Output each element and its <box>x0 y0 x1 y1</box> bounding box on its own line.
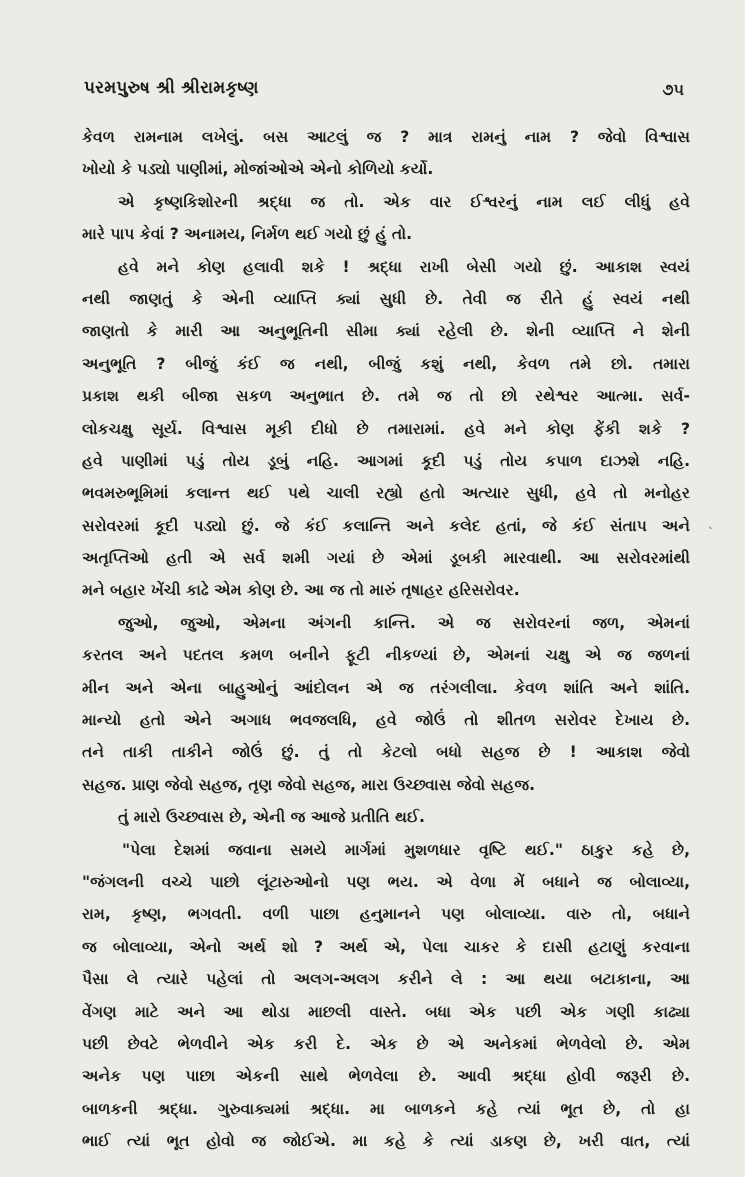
text-line: મારે પાપ કેવાં ? અનામય, નિર્મળ થઈ ગયો છું હું તો. <box>82 225 413 244</box>
body-text <box>82 121 690 1158</box>
text-line: એ કૃષ્ણકિશોરની શ્રદ્ધા જ તો. એક વાર ઈશ્વરનું નામ લઈ લીધું હવે <box>118 192 690 211</box>
text-line: બાળકની શ્રદ્ધા. ગુરુવાક્યમાં શ્રદ્ધા. મા બાળકને કહે ત્યાં ભૂત છે, તો હા <box>82 1099 690 1118</box>
text-line: મીન અને એના બાહુઓનું આંદોલન એ જ તરંગલીલા. કેવળ શાંતિ અને શાંતિ. <box>82 678 690 697</box>
text-line: તને તાકી તાકીને જોઉં છું. તું તો કેટલો બધો સહજ છે ! આકાશ જેવો <box>82 743 690 762</box>
paragraph <box>82 186 690 251</box>
text-line: પ્રકાશ થકી બીજા સકળ અનુભાત છે. તમે જ તો છો રથેશ્વર આત્મા. સર્વ- <box>82 387 690 406</box>
margin-mark: ˎ <box>708 515 714 529</box>
text-line: હવે પાણીમાં પડું તોય ડૂબું નહિ. આગમાં કૂદી પડું તોય કપાળ દાઝશે નહિ. <box>82 451 690 470</box>
running-title: પરમપુરુષ શ્રી શ્રીરામકૃષ્ણ <box>84 78 259 98</box>
text-line: કેવળ રામનામ લખેલું. બસ આટલું જ ? માત્ર રામનું નામ ? જેવો વિશ્વાસ <box>82 128 690 146</box>
text-line: પછી છેવટે ભેળવીને એક કરી દે. એક છે એ અનેકમાં ભેળવેલો છે. એમ <box>82 1034 690 1053</box>
paragraph <box>82 801 690 833</box>
text-line: પૈસા લે ત્યારે પહેલાં તો અલગ-અલગ કરીને લે : આ થયા બટાકાના, આ <box>82 970 690 989</box>
text-line: નથી જાણતું કે એની વ્યાપ્તિ ક્યાં સુધી છે. તેવી જ રીતે હું સ્વયં નથી <box>82 289 690 308</box>
paragraph <box>82 251 690 607</box>
paragraph <box>82 607 690 801</box>
text-line: જાણતો કે મારી આ અનુભૂતિની સીમા ક્યાં રહેલી છે. શેની વ્યાપ્તિ ને શેની <box>82 322 690 341</box>
text-line: તું મારો ઉચ્છ્વાસ છે, એની જ આજે પ્રતીતિ થઈ. <box>118 808 425 827</box>
running-head <box>84 78 684 108</box>
text-line: ભાઈ ત્યાં ભૂત હોવો જ જોઈએ. મા કહે કે ત્યાં ડાકણ છે, ખરી વાત, ત્યાં <box>82 1132 690 1151</box>
text-line: મને બહાર ખેંચી કાઢે એમ કોણ છે. આ જ તો મારું તૃષાહર હરિસરોવર. <box>82 581 520 600</box>
text-line: અનેક પણ પાછા એકની સાથે ભેળવેલા છે. આવી શ્રદ્ધા હોવી જરૂરી છે. <box>82 1067 690 1086</box>
text-line: "પેલા દેશમાં જવાના સમયે માર્ગમાં મુશળધાર વૃષ્ટિ થઈ." ઠાકુર કહે છે, <box>122 840 690 859</box>
text-line: વેંગણ માટે અને આ થોડા માછલી વાસ્તે. બધા એક પછી એક ગણી કાઢ્યા <box>82 1002 690 1021</box>
text-line: લોકચક્ષુ સૂર્ય. વિશ્વાસ મૂકી દીધો છે તમારામાં. હવે મને કોણ ફેંકી શકે ? <box>82 419 690 438</box>
text-line: સરોવરમાં કૂદી પડ્યો છું. જે કંઈ કલાન્તિ અને કલેદ હતાં, જે કંઈ સંતાપ અને <box>82 516 690 535</box>
paragraph <box>82 121 690 186</box>
text-line: જુઓ, જુઓ, એમના અંગની કાન્તિ. એ જ સરોવરનાં જળ, એમનાં <box>118 613 690 632</box>
text-line: ભવમરુભૂમિમાં કલાન્ત થઈ પથે ચાલી રહ્યો હતો અત્યાર સુધી, હવે તો મનોહર <box>82 484 690 503</box>
text-line: હવે મને કોણ હલાવી શકે ! શ્રદ્ધા રાખી બેસી ગયો છું. આકાશ સ્વયં <box>118 257 690 276</box>
text-line: અનુભૂતિ ? બીજું કંઈ જ નથી, બીજું કશું નથી, કેવળ તમે છો. તમારા <box>82 354 690 373</box>
paragraph <box>82 834 690 1158</box>
text-line: અતૃપ્તિઓ હતી એ સર્વ શમી ગયાં છે એમાં ડૂબકી મારવાથી. આ સરોવરમાંથી <box>82 549 690 568</box>
text-line: જ બોલાવ્યા, એનો અર્થ શો ? અર્થ એ, પેલા ચાકર કે દાસી હટાણું કરવાના <box>82 937 690 956</box>
text-line: માન્યો હતો એને અગાધ ભવજલધિ, હવે જોઉં તો શીતળ સરોવર દેખાય છે. <box>82 711 690 730</box>
text-line: "જંગલની વચ્ચે પાછો લૂંટારુઓનો પણ ભય. એ વેળા મેં બધાને જ બોલાવ્યા, <box>82 872 690 891</box>
text-line: ખોયો કે પડ્યો પાણીમાં, મોજાંઓએ એનો કોળિયો કર્યો. <box>82 160 434 179</box>
text-line: કરતલ અને પદતલ કમળ બનીને ફૂટી નીકળ્યાં છે, એમનાં ચક્ષુ એ જ જળનાં <box>82 646 690 665</box>
text-line: રામ, કૃષ્ણ, ભગવતી. વળી પાછા હનુમાનને પણ બોલાવ્યા. વારુ તો, બધાને <box>82 905 690 924</box>
page-number: ૭૫ <box>662 80 684 99</box>
text-line: સહજ. પ્રાણ જેવો સહજ, તૃણ જેવો સહજ, મારા ઉચ્છ્વાસ જેવો સહજ. <box>82 775 535 794</box>
